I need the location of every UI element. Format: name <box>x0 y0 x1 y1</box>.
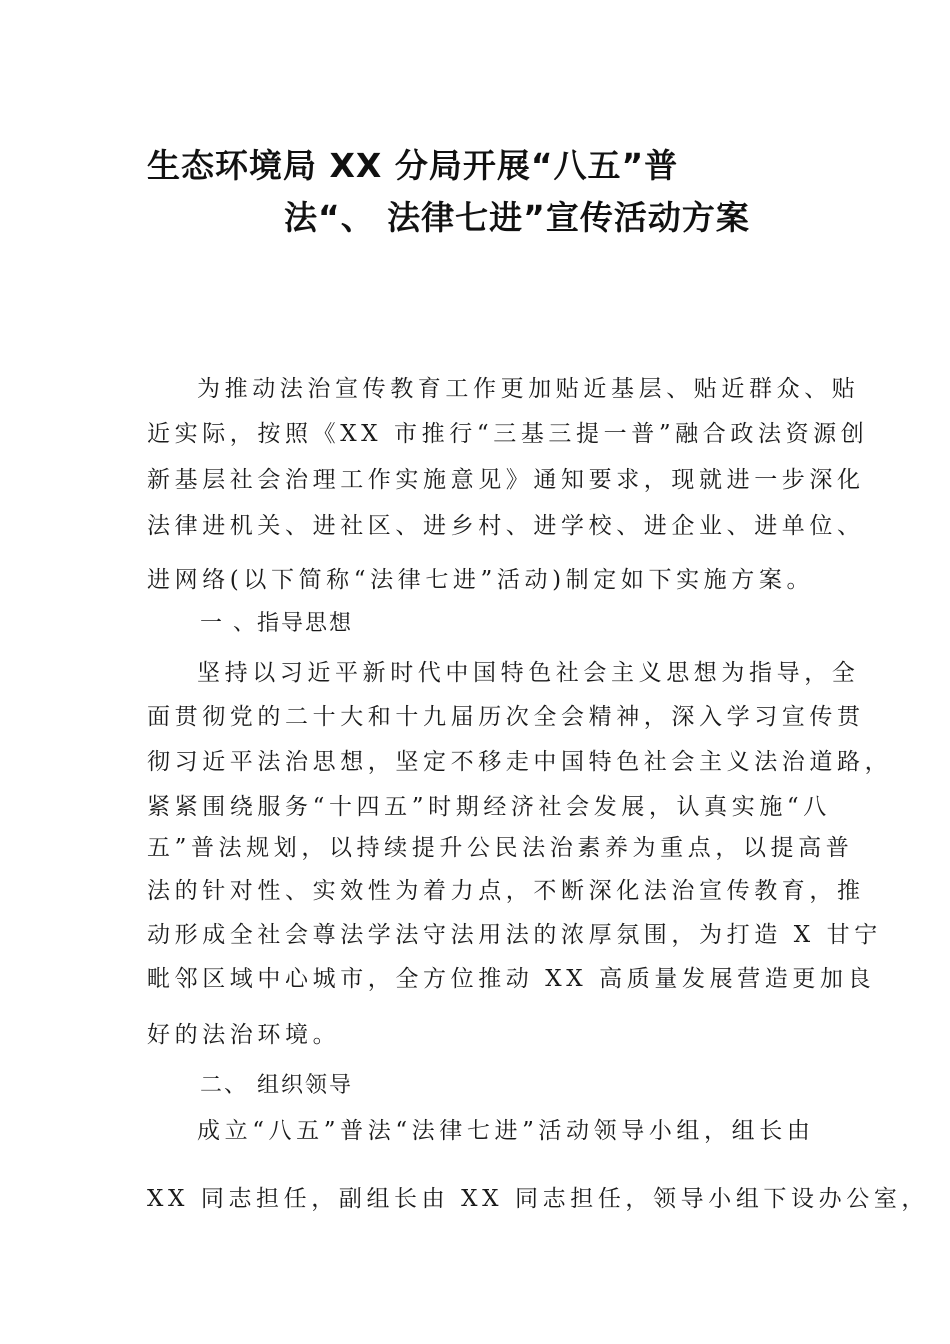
section-1-line-1: 坚持以习近平新时代中国特色社会主义思想为指导，全 <box>197 660 860 686</box>
document-title-line-2: 法“、 法律七进”宣传活动方案 <box>284 198 750 237</box>
section-2-heading: 二、 组织领导 <box>200 1073 353 1098</box>
intro-line-5: 进网络(以下简称“法律七进”活动)制定如下实施方案。 <box>147 567 815 593</box>
intro-line-4: 法律进机关、进社区、进乡村、进学校、进企业、进单位、 <box>147 513 865 539</box>
section-2-line-2: XX 同志担任，副组长由 XX 同志担任，领导小组下设办公室， <box>147 1186 930 1212</box>
section-2-line-1: 成立“八五”普法“法律七进”活动领导小组，组长由 <box>197 1118 815 1144</box>
section-1-line-3: 彻习近平法治思想，坚定不移走中国特色社会主义法治道路， <box>147 749 893 775</box>
section-1-line-4: 紧紧围绕服务“十四五”时期经济社会发展，认真实施“八 <box>147 794 831 820</box>
section-1-line-9: 好的法治环境。 <box>147 1022 341 1048</box>
intro-line-2: 近实际，按照《XX 市推行“三基三提一普”融合政法资源创 <box>147 421 869 447</box>
section-1-line-8: 毗邻区域中心城市，全方位推动 XX 高质量发展营造更加良 <box>147 966 876 992</box>
section-1-heading: 一 、指导思想 <box>200 611 353 636</box>
section-1-line-5: 五”普法规划，以持续提升公民法治素养为重点，以提高普 <box>147 835 854 861</box>
intro-line-3: 新基层社会治理工作实施意见》通知要求，现就进一步深化 <box>147 467 865 493</box>
section-1-line-2: 面贯彻党的二十大和十九届历次全会精神，深入学习宣传贯 <box>147 704 865 730</box>
intro-line-1: 为推动法治宣传教育工作更加贴近基层、贴近群众、贴 <box>197 376 860 402</box>
document-title-line-1: 生态环境局 XX 分局开展“八五”普 <box>147 146 679 185</box>
section-1-line-7: 动形成全社会尊法学法守法用法的浓厚氛围，为打造 X 甘宁 <box>147 922 882 948</box>
section-1-line-6: 法的针对性、实效性为着力点，不断深化法治宣传教育，推 <box>147 878 865 904</box>
